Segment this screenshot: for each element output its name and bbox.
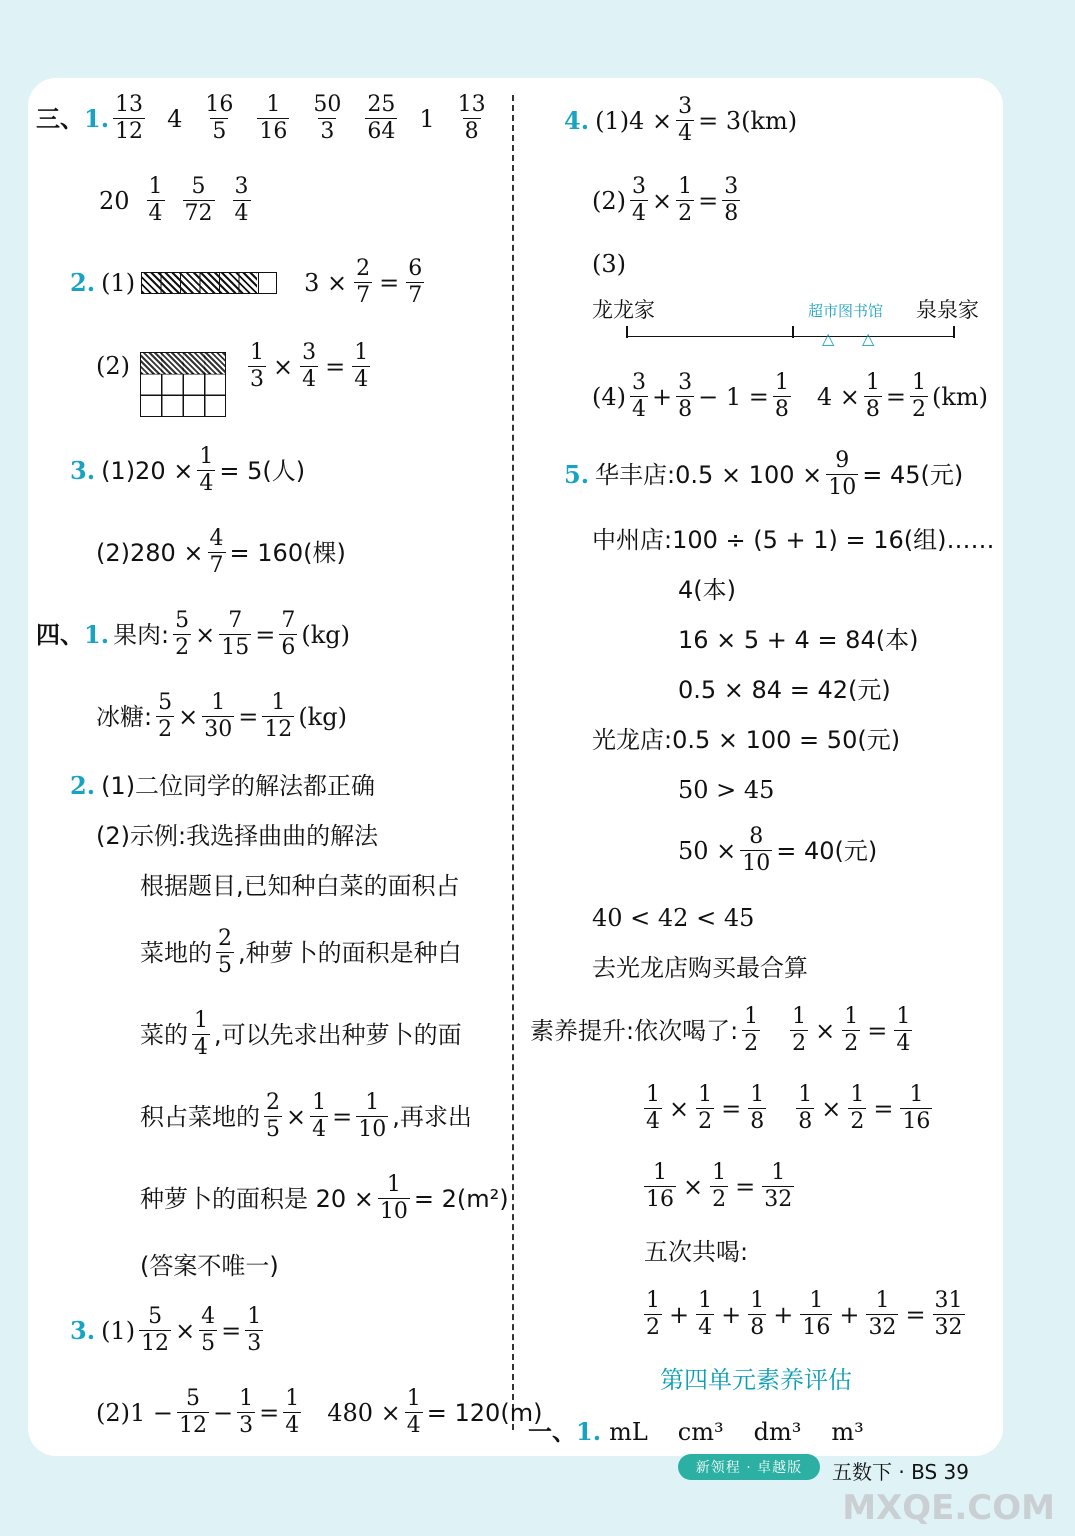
fraction: $\frac{1}{8}$ <box>750 1288 765 1340</box>
answer-text: 50 > 45 <box>678 776 775 804</box>
fraction: $\frac{1}{2}$ <box>792 1004 807 1056</box>
fraction: $\frac{5}{12}$ <box>179 1386 208 1438</box>
q4-4 <box>592 372 988 421</box>
fraction: $\frac{1}{4}$ <box>896 1004 911 1056</box>
fraction: $\frac{1}{2}$ <box>744 1004 759 1056</box>
q3-2 <box>96 528 346 577</box>
fraction: $\frac{50}{3}$ <box>313 92 342 144</box>
triangle-icon: △ <box>862 329 875 348</box>
fraction: $\frac{1}{4}$ <box>646 1082 660 1134</box>
fraction: $\frac{1}{3}$ <box>239 1386 254 1438</box>
s4-q3-2 <box>96 1388 542 1437</box>
sub-label: (1) <box>101 268 136 297</box>
question-number: 3. <box>70 1315 96 1345</box>
answer-line <box>140 1174 509 1223</box>
operator: = <box>379 268 400 297</box>
answer-text: 菜的 <box>140 1020 188 1049</box>
s4-q3-1 <box>70 1306 267 1355</box>
operator: + <box>839 1300 860 1329</box>
operator: − 1 = <box>698 382 769 411</box>
watermark: MXQE.COM <box>842 1488 1055 1528</box>
page-footer: 五数下 · BS 39 <box>832 1460 969 1484</box>
answer-text: ,种萝卜的面积是种白 <box>238 938 462 967</box>
fraction: $\frac{1}{2}$ <box>911 370 926 422</box>
question-number: 1. <box>576 1417 602 1446</box>
s4-q1-row1 <box>36 610 350 659</box>
operator: × <box>195 620 216 649</box>
map-label-mid: 超市图书馆 <box>808 302 884 320</box>
answer-text: 素养提升:依次喝了: <box>530 1016 739 1045</box>
q4-1 <box>564 96 797 145</box>
fraction: $\frac{1}{2}$ <box>712 1160 727 1212</box>
map-label-left: 龙龙家 <box>592 298 655 322</box>
expr-text: (2)280 × <box>96 538 204 567</box>
operator: = <box>698 186 719 215</box>
expr-text: (1)20 × <box>101 456 194 485</box>
fraction: $\frac{1}{16}$ <box>902 1082 931 1134</box>
operator: = <box>238 702 259 731</box>
fraction: $\frac{5}{72}$ <box>184 174 213 226</box>
shaded-strip-figure <box>141 272 277 294</box>
brand-badge: 新领程 · 卓越版 <box>678 1454 820 1480</box>
equation <box>640 1290 969 1339</box>
sub-label: (3) <box>592 250 626 278</box>
answer-text: 光龙店:0.5 × 100 = 50(元) <box>592 726 901 754</box>
q3-1 <box>70 446 305 495</box>
operator: + <box>669 1300 690 1329</box>
unit: (kg) <box>298 702 347 731</box>
fraction: $\frac{1}{8}$ <box>750 1082 765 1134</box>
fraction: $\frac{4}{5}$ <box>201 1304 216 1356</box>
fraction: $\frac{3}{8}$ <box>678 370 693 422</box>
fraction: $\frac{1}{4}$ <box>406 1386 421 1438</box>
operator: × <box>175 1316 196 1345</box>
fraction: $\frac{1}{16}$ <box>802 1288 831 1340</box>
expr-text: (1)4 × <box>595 106 673 135</box>
answer-text: = 2(m²) <box>413 1184 509 1213</box>
unit-item: mL <box>609 1418 648 1446</box>
operator: = <box>325 352 346 381</box>
operator: × <box>683 1172 704 1201</box>
fraction: $\frac{1}{4}$ <box>194 1008 208 1060</box>
unit-item: cm³ <box>677 1418 724 1446</box>
fraction: $\frac{1}{2}$ <box>698 1082 713 1134</box>
operator: 1 <box>419 104 435 133</box>
s4-q2-1 <box>70 771 376 800</box>
fraction: $\frac{3}{4}$ <box>632 174 646 226</box>
fraction: $\frac{5}{2}$ <box>158 690 173 742</box>
fraction: $\frac{2}{7}$ <box>356 256 371 308</box>
answer-text: 菜地的 <box>140 938 212 967</box>
q5-8 <box>678 826 877 875</box>
fraction: $\frac{8}{10}$ <box>742 824 771 876</box>
fraction: $\frac{1}{16}$ <box>259 92 288 144</box>
question-number: 4. <box>564 105 590 135</box>
map-tick <box>953 326 955 338</box>
answer-text: 0.5 × 84 = 42(元) <box>678 676 891 704</box>
fraction: $\frac{2}{5}$ <box>266 1090 280 1142</box>
expr-text: 50 × <box>678 836 737 865</box>
expr-text: 4 × <box>816 382 860 411</box>
operator: + <box>773 1300 794 1329</box>
operator: × <box>178 702 199 731</box>
equation <box>786 1006 916 1055</box>
unit-item: dm³ <box>753 1418 802 1446</box>
unit-item: m³ <box>831 1418 864 1446</box>
expr-text: = 45(元) <box>862 460 964 489</box>
answer-text: 根据题目,已知种白菜的面积占 <box>140 872 460 900</box>
suyang-row1 <box>530 1006 916 1055</box>
expr-text: = 120(m) <box>426 1398 543 1427</box>
answer-text: 40 < 42 < 45 <box>592 904 755 932</box>
fraction: $\frac{9}{10}$ <box>828 448 857 500</box>
map-line <box>626 336 954 337</box>
operator: 20 <box>99 186 130 215</box>
fraction: $\frac{1}{3}$ <box>247 1304 262 1356</box>
operator: × <box>286 1102 307 1131</box>
fraction: $\frac{3}{8}$ <box>724 174 739 226</box>
operator: 4 <box>167 104 183 133</box>
operator: = <box>885 382 906 411</box>
q2-1 <box>70 258 428 307</box>
fraction: $\frac{31}{32}$ <box>934 1288 963 1340</box>
fraction: $\frac{3}{4}$ <box>632 370 646 422</box>
q5-1 <box>564 450 963 499</box>
answer-text: (2)示例:我选择曲曲的解法 <box>96 822 379 850</box>
section-label: 四、 <box>36 620 84 649</box>
fraction: $\frac{1}{16}$ <box>646 1160 674 1212</box>
operator: − <box>213 1398 234 1427</box>
column-divider <box>512 95 514 1430</box>
operator: × <box>815 1016 836 1045</box>
equation <box>792 1084 936 1133</box>
s4-q1-row2 <box>96 692 347 741</box>
fraction: $\frac{4}{7}$ <box>209 526 224 578</box>
sub-label: (4) <box>592 382 626 411</box>
question-number: 2. <box>70 771 96 800</box>
operator: × <box>669 1094 690 1123</box>
expr-text: 华丰店:0.5 × 100 × <box>595 460 823 489</box>
last-row <box>528 1417 864 1446</box>
fraction: $\frac{1}{8}$ <box>798 1082 813 1134</box>
map-tick <box>626 326 628 338</box>
operator: = <box>867 1016 888 1045</box>
unit-list <box>601 1420 864 1444</box>
operator: = <box>735 1172 756 1201</box>
grid-figure <box>140 352 226 417</box>
fraction: $\frac{1}{4}$ <box>312 1090 327 1142</box>
fraction: $\frac{7}{6}$ <box>281 608 296 660</box>
fraction: $\frac{3}{4}$ <box>234 174 249 226</box>
operator: + <box>652 382 673 411</box>
answer-text: 16 × 5 + 4 = 84(本) <box>678 626 919 654</box>
fraction: $\frac{1}{2}$ <box>646 1288 660 1340</box>
q4-2 <box>592 176 744 225</box>
expr-text: = 5(人) <box>219 456 306 485</box>
fraction: $\frac{7}{15}$ <box>221 608 250 660</box>
unit: (kg) <box>301 620 351 649</box>
fraction: $\frac{1}{32}$ <box>764 1160 793 1212</box>
question-number: 3. <box>70 455 96 485</box>
fraction: $\frac{25}{64}$ <box>367 92 396 144</box>
sub-label: (2) <box>96 352 130 380</box>
operator: = <box>873 1094 894 1123</box>
operator: × <box>273 352 294 381</box>
equation <box>640 1084 770 1133</box>
fraction: $\frac{1}{8}$ <box>774 370 789 422</box>
expr-text: 冰糖: <box>96 702 153 731</box>
operator: = <box>332 1102 353 1131</box>
question-number: 1. <box>84 103 110 133</box>
fraction: $\frac{1}{2}$ <box>850 1082 865 1134</box>
expr-text: 480 × <box>327 1398 401 1427</box>
answer-text: 五次共喝: <box>644 1238 749 1266</box>
expr-text: (2)1 − <box>96 1398 174 1427</box>
fraction: $\frac{1}{30}$ <box>204 690 233 742</box>
fraction: $\frac{1}{4}$ <box>354 340 369 392</box>
expr-text: 果肉: <box>113 620 170 649</box>
expr-text: = 160(棵) <box>229 538 346 567</box>
question-number: 2. <box>70 267 96 297</box>
answer-text: 去光龙店购买最合算 <box>592 954 808 982</box>
answer-text: ,可以先求出种萝卜的面 <box>214 1020 462 1049</box>
answer-text: ,再求出 <box>392 1102 472 1131</box>
answer-text: 4(本) <box>678 576 736 604</box>
section-label: 一、 <box>528 1418 576 1446</box>
fraction: $\frac{13}{12}$ <box>115 92 144 144</box>
fraction: $\frac{16}{5}$ <box>205 92 234 144</box>
operator: = <box>255 620 276 649</box>
fraction: $\frac{2}{5}$ <box>218 926 232 978</box>
map-label-right: 泉泉家 <box>916 298 979 322</box>
operator: = <box>259 1398 280 1427</box>
fraction: $\frac{3}{4}$ <box>302 340 317 392</box>
fraction: $\frac{1}{4}$ <box>148 174 163 226</box>
operator: × <box>652 186 673 215</box>
expr-text: = 40(元) <box>776 836 878 865</box>
fraction: $\frac{1}{4}$ <box>698 1288 713 1340</box>
fraction: $\frac{1}{2}$ <box>844 1004 859 1056</box>
unit-title: 第四单元素养评估 <box>660 1366 852 1394</box>
fraction: $\frac{1}{10}$ <box>358 1090 387 1142</box>
sub-label: (2) <box>592 186 626 215</box>
sub-label: (1) <box>101 1316 136 1345</box>
fraction: $\frac{1}{8}$ <box>865 370 880 422</box>
answer-line <box>140 928 462 977</box>
triangle-icon: △ <box>822 329 835 348</box>
operator: = <box>905 1300 926 1329</box>
fraction: $\frac{1}{10}$ <box>379 1172 408 1224</box>
fraction: $\frac{13}{8}$ <box>457 92 486 144</box>
operator: × <box>821 1094 842 1123</box>
answer-text: (1)二位同学的解法都正确 <box>101 772 376 800</box>
s3-row2 <box>96 176 255 225</box>
unit: (km) <box>931 382 989 411</box>
fraction: $\frac{1}{4}$ <box>199 444 214 496</box>
answer-text: 种萝卜的面积是 20 × <box>140 1184 374 1213</box>
fraction: $\frac{5}{12}$ <box>141 1304 170 1356</box>
question-number: 5. <box>564 459 590 489</box>
fraction: $\frac{1}{4}$ <box>285 1386 300 1438</box>
s3-row1 <box>36 94 492 143</box>
equation <box>301 258 428 307</box>
answer-text: (答案不唯一) <box>140 1252 279 1280</box>
equation <box>640 1162 798 1211</box>
map-tick <box>792 326 794 338</box>
question-number: 1. <box>84 619 110 649</box>
fraction: $\frac{5}{2}$ <box>175 608 190 660</box>
fraction: $\frac{3}{4}$ <box>678 94 693 146</box>
fraction: $\frac{1}{3}$ <box>250 340 264 392</box>
answer-line <box>140 1092 472 1141</box>
suyang-row2 <box>640 1084 936 1133</box>
fraction: $\frac{1}{12}$ <box>264 690 293 742</box>
fraction: $\frac{6}{7}$ <box>408 256 423 308</box>
operator: = <box>721 1094 742 1123</box>
operator: + <box>721 1300 742 1329</box>
answer-text: 中州店:100 ÷ (5 + 1) = 16(组)…… <box>592 526 995 554</box>
operator: = <box>221 1316 242 1345</box>
expr-text: = 3(km) <box>698 106 798 135</box>
operator: 3 × <box>304 268 348 297</box>
equation <box>244 342 374 391</box>
answer-line <box>140 1010 462 1059</box>
fraction: $\frac{1}{32}$ <box>868 1288 897 1340</box>
answer-text: 积占菜地的 <box>140 1102 260 1131</box>
section-label: 三、 <box>36 104 84 133</box>
answer-list <box>109 94 492 143</box>
fraction: $\frac{1}{2}$ <box>678 174 693 226</box>
